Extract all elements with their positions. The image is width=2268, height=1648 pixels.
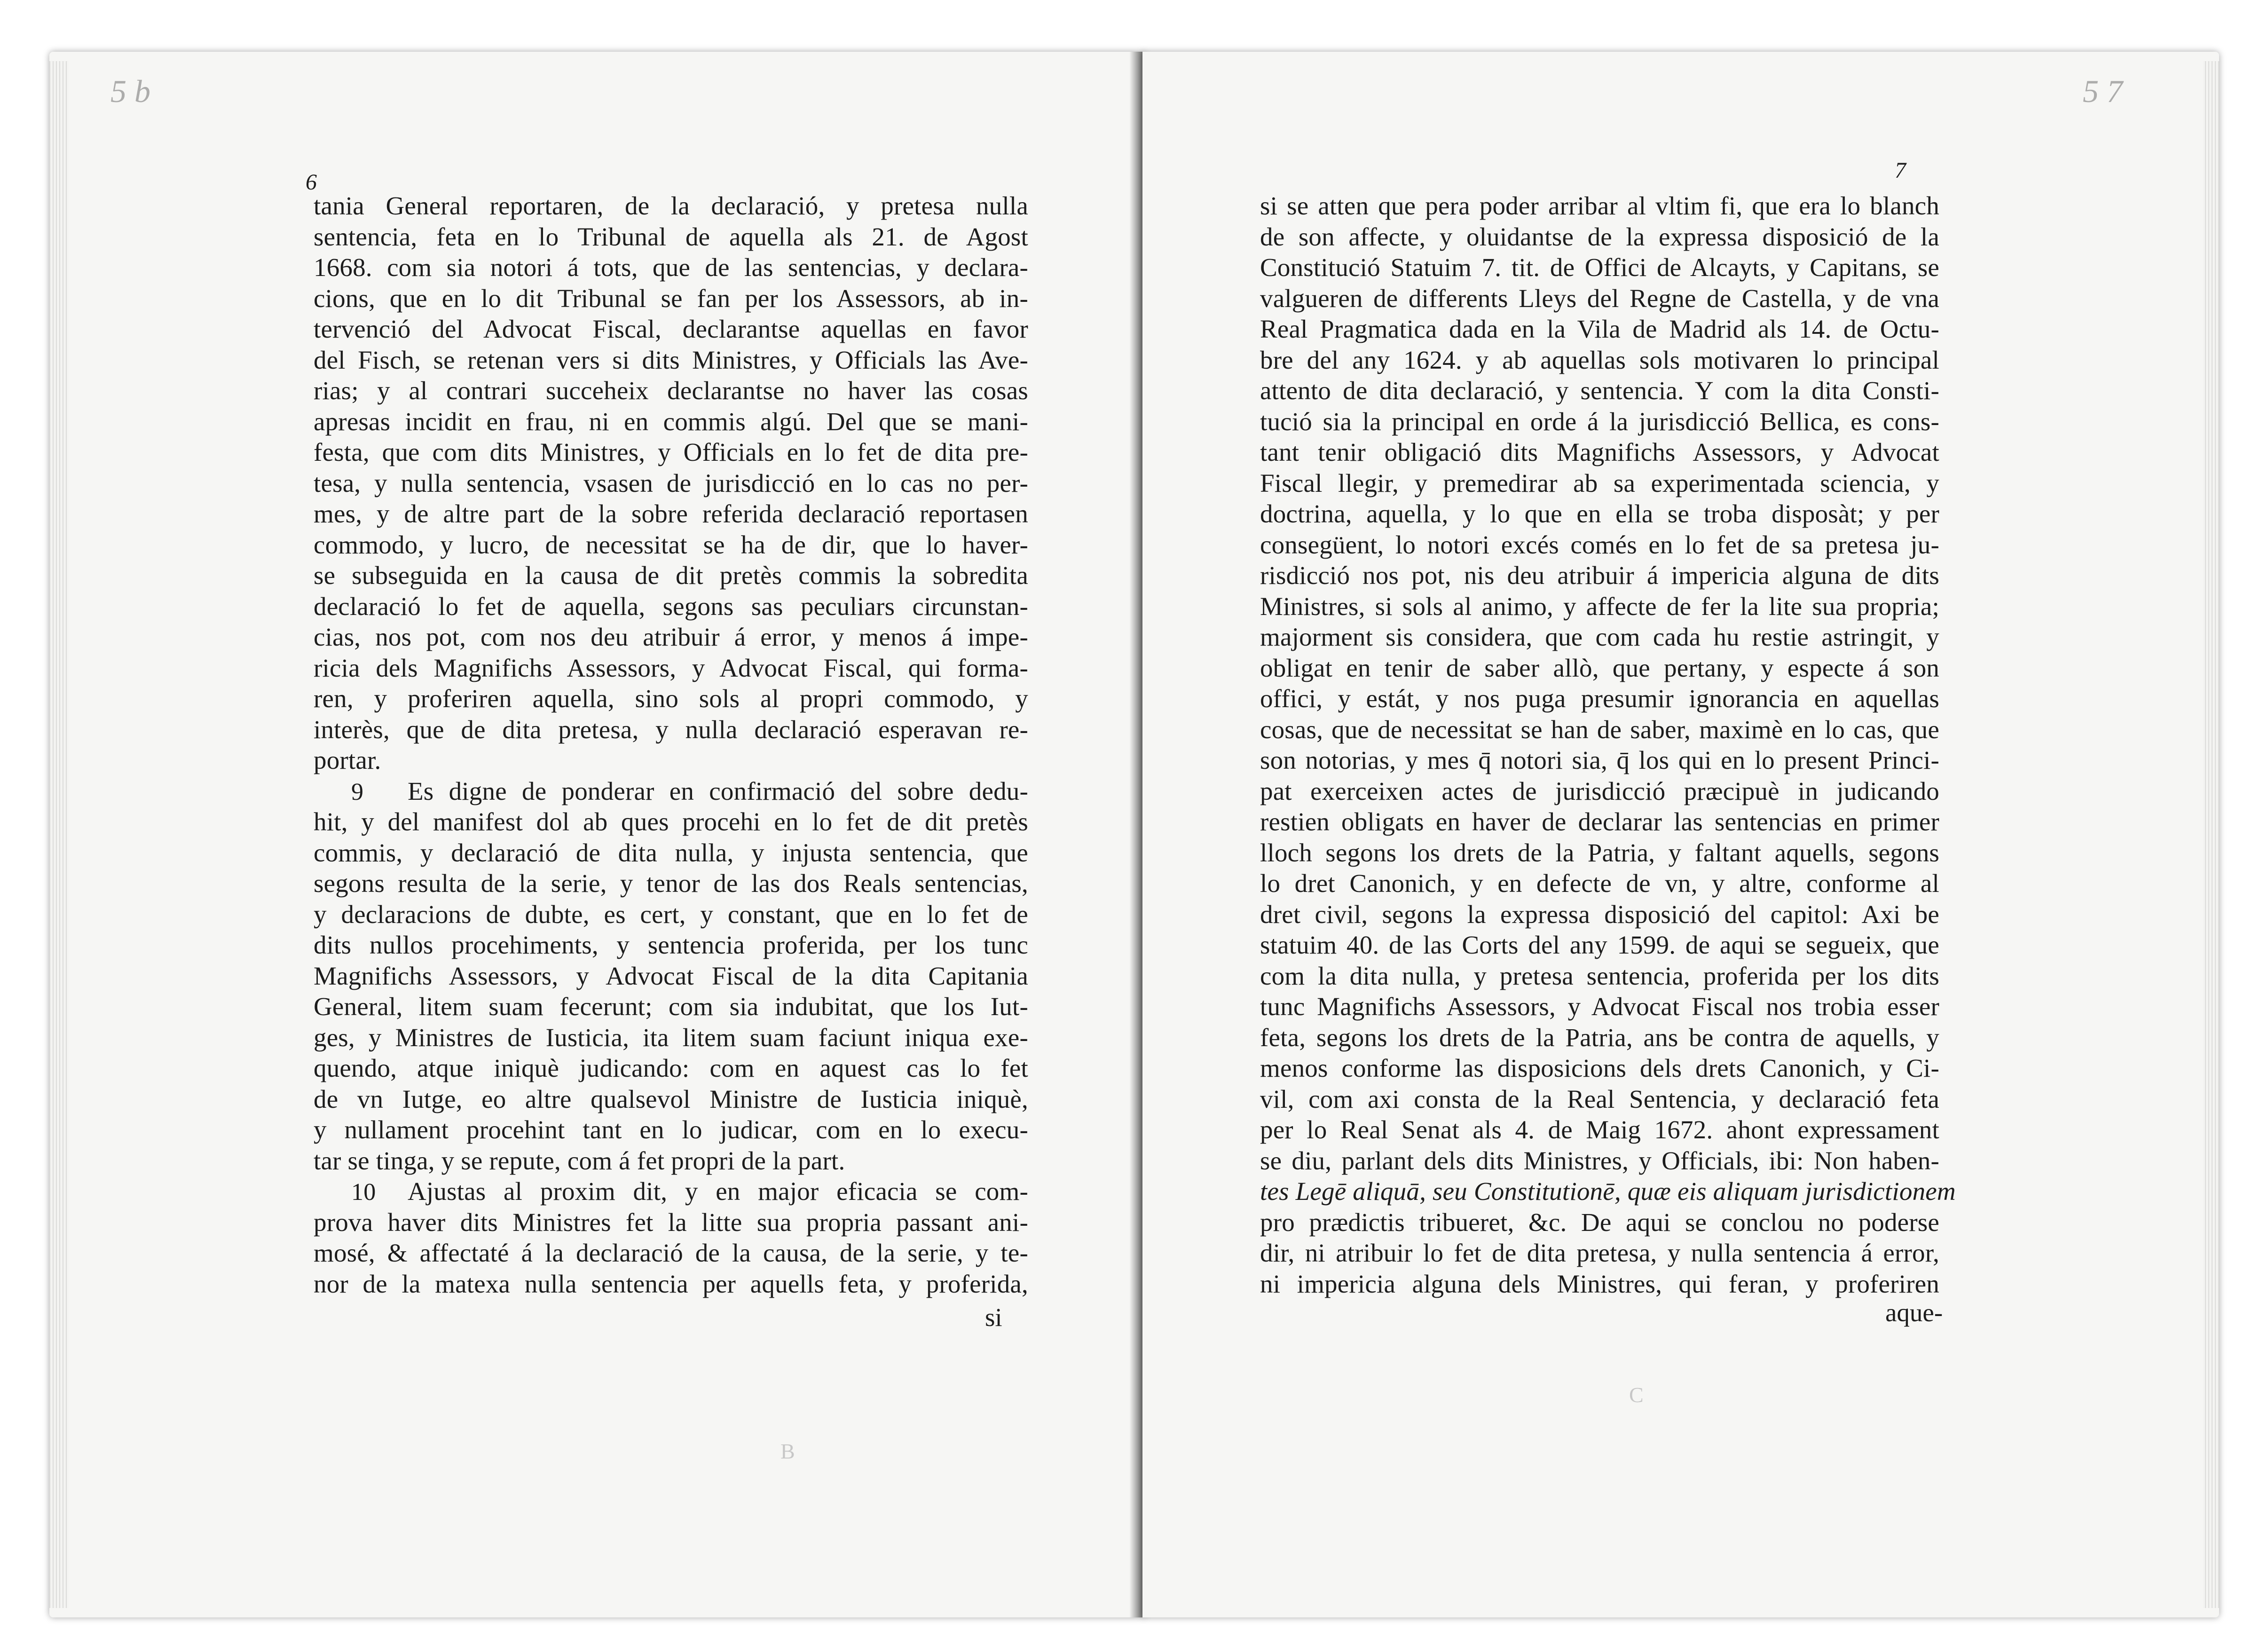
text-line: lo dret Canonich, y en defecte de vn, y altre, conforme al — [1260, 869, 1939, 898]
text-line: pat exerceixen actes de jurisdicció præcipuè in judicando — [1260, 776, 1939, 805]
text-line: majorment sis considera, que com cada hu restie astringit, y — [1260, 623, 1939, 651]
text-line: per lo Real Senat als 4. de Maig 1672. ahont expressament — [1260, 1115, 1939, 1144]
text-line: sentencia, feta en lo Tribunal de aquella als 21. de Agost — [314, 222, 1028, 251]
text-line: tesa, y nulla sentencia, vsasen de jurisdicció en lo cas no per- — [314, 468, 1028, 497]
text-line: feta, segons los drets de la Patria, ans be contra de aquells, y — [1260, 1023, 1939, 1052]
text-line: si se atten que pera poder arribar al vltim fi, que era lo blanch — [1260, 191, 1939, 220]
text-line: Fiscal llegir, y premedirar ab sa experimentada sciencia, y — [1260, 468, 1939, 497]
text-line: rias; y al contrari succeheix declarantse no haver las cosas — [314, 376, 1028, 405]
text-line: pro prædictis tribueret, &c. De aqui se conclou no poderse — [1260, 1207, 1939, 1237]
text-line: hit, y del manifest dol ab ques procehi en lo fet de dit pretès — [314, 807, 1028, 836]
page-number: 7 — [1895, 158, 1906, 183]
text-line: menos conforme las disposicions dels drets Canonich, y Ci- — [1260, 1054, 1939, 1082]
text-line: cions, que en lo dit Tribunal se fan per los Assessors, ab in- — [314, 284, 1028, 313]
paragraph-line — [314, 1176, 1028, 1207]
catchword: si — [985, 1303, 1002, 1332]
text-line: risdicció nos pot, nis deu atribuir á impericia alguna de dits — [1260, 561, 1939, 590]
text-line: restien obligats en haver de declarar las sentencias en primer — [1260, 807, 1939, 836]
text-line: cias, nos pot, com nos deu atribuir á error, y menos á impe- — [314, 623, 1028, 651]
text-line: lloch segons los drets de la Patria, y faltant aquells, segons — [1260, 838, 1939, 867]
text-line: attento de dita declaració, y sentencia. Y com la dita Consti- — [1260, 376, 1939, 405]
text-line: ges, y Ministres de Iusticia, ita litem suam faciunt iniqua exe- — [314, 1023, 1028, 1052]
text-line: de son affecte, y oluidantse de la expressa disposició de la — [1260, 222, 1939, 251]
text-line: dret civil, segons la expressa disposició del capitol: Axi be — [1260, 899, 1939, 929]
text-line: nor de la matexa nulla sentencia per aquells feta, y proferida, — [314, 1269, 1028, 1298]
page-number: 6 — [306, 170, 317, 195]
text-line: festa, que com dits Ministres, y Officials en lo fet de dita pre- — [314, 438, 1028, 466]
paragraph-number: 9 — [351, 778, 364, 805]
text-line: y nullament procehint tant en lo judicar, com en lo execu- — [314, 1115, 1028, 1144]
paragraph-number: 10 — [351, 1179, 376, 1206]
text-line: y declaracions de dubte, es cert, y constant, que en lo fet de — [314, 899, 1028, 929]
text-line: Magnifichs Assessors, y Advocat Fiscal de la dita Capitania — [314, 961, 1028, 990]
text-line: 1668. com sia notori á tots, que de las sentencias, y declara- — [314, 253, 1028, 282]
right-text-block — [1260, 190, 1956, 1299]
text-line: commodo, y lucro, de necessitat se ha de dir, que lo haver- — [314, 530, 1028, 559]
text-line: de vn Iutge, eo altre qualsevol Ministre de Iusticia iniquè, — [314, 1084, 1028, 1113]
left-page — [49, 52, 1145, 1617]
text-line: doctrina, aquella, y lo que en ella se troba disposàt; y per — [1260, 499, 1939, 528]
catchword: aque- — [1885, 1298, 1943, 1327]
text-line: apresas incidit en frau, ni en commis algú. Del que se mani- — [314, 407, 1028, 436]
paragraph-line — [314, 776, 1028, 807]
text-line: ricia dels Magnifichs Assessors, y Advocat Fiscal, qui forma- — [314, 653, 1028, 682]
text-line: tunc Magnifichs Assessors, y Advocat Fiscal nos trobia esser — [1260, 992, 1939, 1021]
text-line: quendo, atque iniquè judicando: com en aquest cas lo fet — [314, 1054, 1028, 1082]
text-line: declaració lo fet de aquella, segons sas peculiars circunstan- — [314, 591, 1028, 621]
text-line: del Fisch, se retenan vers si dits Ministres, y Officials las Ave- — [314, 345, 1028, 374]
text-line: prova haver dits Ministres fet la litte sua propria passant ani- — [314, 1207, 1028, 1237]
text-line: son notorias, y mes q̄ notori sia, q̄ los qui en lo present Princi- — [1260, 746, 1939, 774]
text-line: tució sia la principal en orde á la jurisdicció Bellica, es cons- — [1260, 407, 1939, 436]
paragraph-start-text: Ajustas al proxim dit, y en major eficacia se com- — [408, 1177, 1028, 1206]
show-through-mark: B — [780, 1439, 795, 1463]
show-through-mark: C — [1629, 1383, 1644, 1407]
left-text-block — [314, 190, 1028, 1299]
text-line: ni impericia alguna dels Ministres, qui feran, y proferiren — [1260, 1269, 1939, 1298]
text-line: segons resulta de la serie, y tenor de las dos Reals sentencias, — [314, 869, 1028, 898]
text-line: tant tenir obligació dits Magnifichs Assessors, y Advocat — [1260, 438, 1939, 466]
text-line: commis, y declaració de dita nulla, y injusta sentencia, que — [314, 838, 1028, 867]
text-line: Real Pragmatica dada en la Vila de Madrid als 14. de Octu- — [1260, 315, 1939, 343]
text-line: Ministres, si sols al animo, y affecte de fer la lite sua propria; — [1260, 591, 1939, 621]
text-line: General, litem suam fecerunt; com sia indubitat, que los Iut- — [314, 992, 1028, 1021]
text-line: valgueren de differents Lleys del Regne de Castella, y de vna — [1260, 284, 1939, 313]
text-line: dir, ni atribuir lo fet de dita pretesa, y nulla sentencia á error, — [1260, 1238, 1939, 1267]
text-line: se subseguida en la causa de dit pretès commis la sobredita — [314, 561, 1028, 590]
text-line: tervenció del Advocat Fiscal, declarantse aquellas en favor — [314, 315, 1028, 343]
text-line: mosé, & affectaté á la declaració de la causa, de la serie, y te- — [314, 1238, 1028, 1267]
text-line: mes, y de altre part de la sobre referida declaració reportasen — [314, 499, 1028, 528]
text-line: tania General reportaren, de la declaració, y pretesa nulla — [314, 191, 1028, 220]
folio-mark: 5 b — [110, 73, 150, 109]
text-line: bre del any 1624. y ab aquellas sols motivaren lo principal — [1260, 345, 1939, 374]
text-line: cosas, que de necessitat se han de saber, maximè en lo cas, que — [1260, 715, 1939, 744]
text-line: vil, com axi consta de la Real Sentencia, y declaració feta — [1260, 1084, 1939, 1113]
right-page — [1142, 52, 2219, 1617]
text-line: se diu, parlant dels dits Ministres, y Officials, ibi: Non haben- — [1260, 1146, 1939, 1175]
text-line: consegüent, lo notori excés comés en lo fet de sa pretesa ju- — [1260, 530, 1939, 559]
text-line: tar se tinga, y se repute, com á fet propri de la part. — [314, 1146, 845, 1175]
text-line: offici, y estát, y nos puga presumir ignorancia en aquellas — [1260, 684, 1939, 713]
text-line: interès, que de dita pretesa, y nulla declaració esperavan re- — [314, 715, 1028, 744]
text-line: ren, y proferiren aquella, sino sols al propri commodo, y — [314, 684, 1028, 713]
text-line: dits nullos procehiments, y sentencia proferida, per los tunc — [314, 930, 1028, 959]
text-line: portar. — [314, 746, 381, 774]
text-line: com la dita nulla, y pretesa sentencia, proferida per los dits — [1260, 961, 1939, 990]
text-line: obligat en tenir de saber allò, que pertany, y especte á son — [1260, 653, 1939, 682]
text-line: tes Legē aliquā, seu Constitutionē, quæ eis aliquam jurisdictionem — [1260, 1177, 1956, 1206]
paragraph-start-text: Es digne de ponderar en confirmació del sobre dedu- — [408, 776, 1028, 805]
text-line: statuim 40. de las Corts del any 1599. de aqui se segueix, que — [1260, 930, 1939, 959]
text-line: Constitució Statuim 7. tit. de Offici de Alcayts, y Capitans, se — [1260, 253, 1939, 282]
folio-mark: 5 7 — [2083, 73, 2123, 109]
